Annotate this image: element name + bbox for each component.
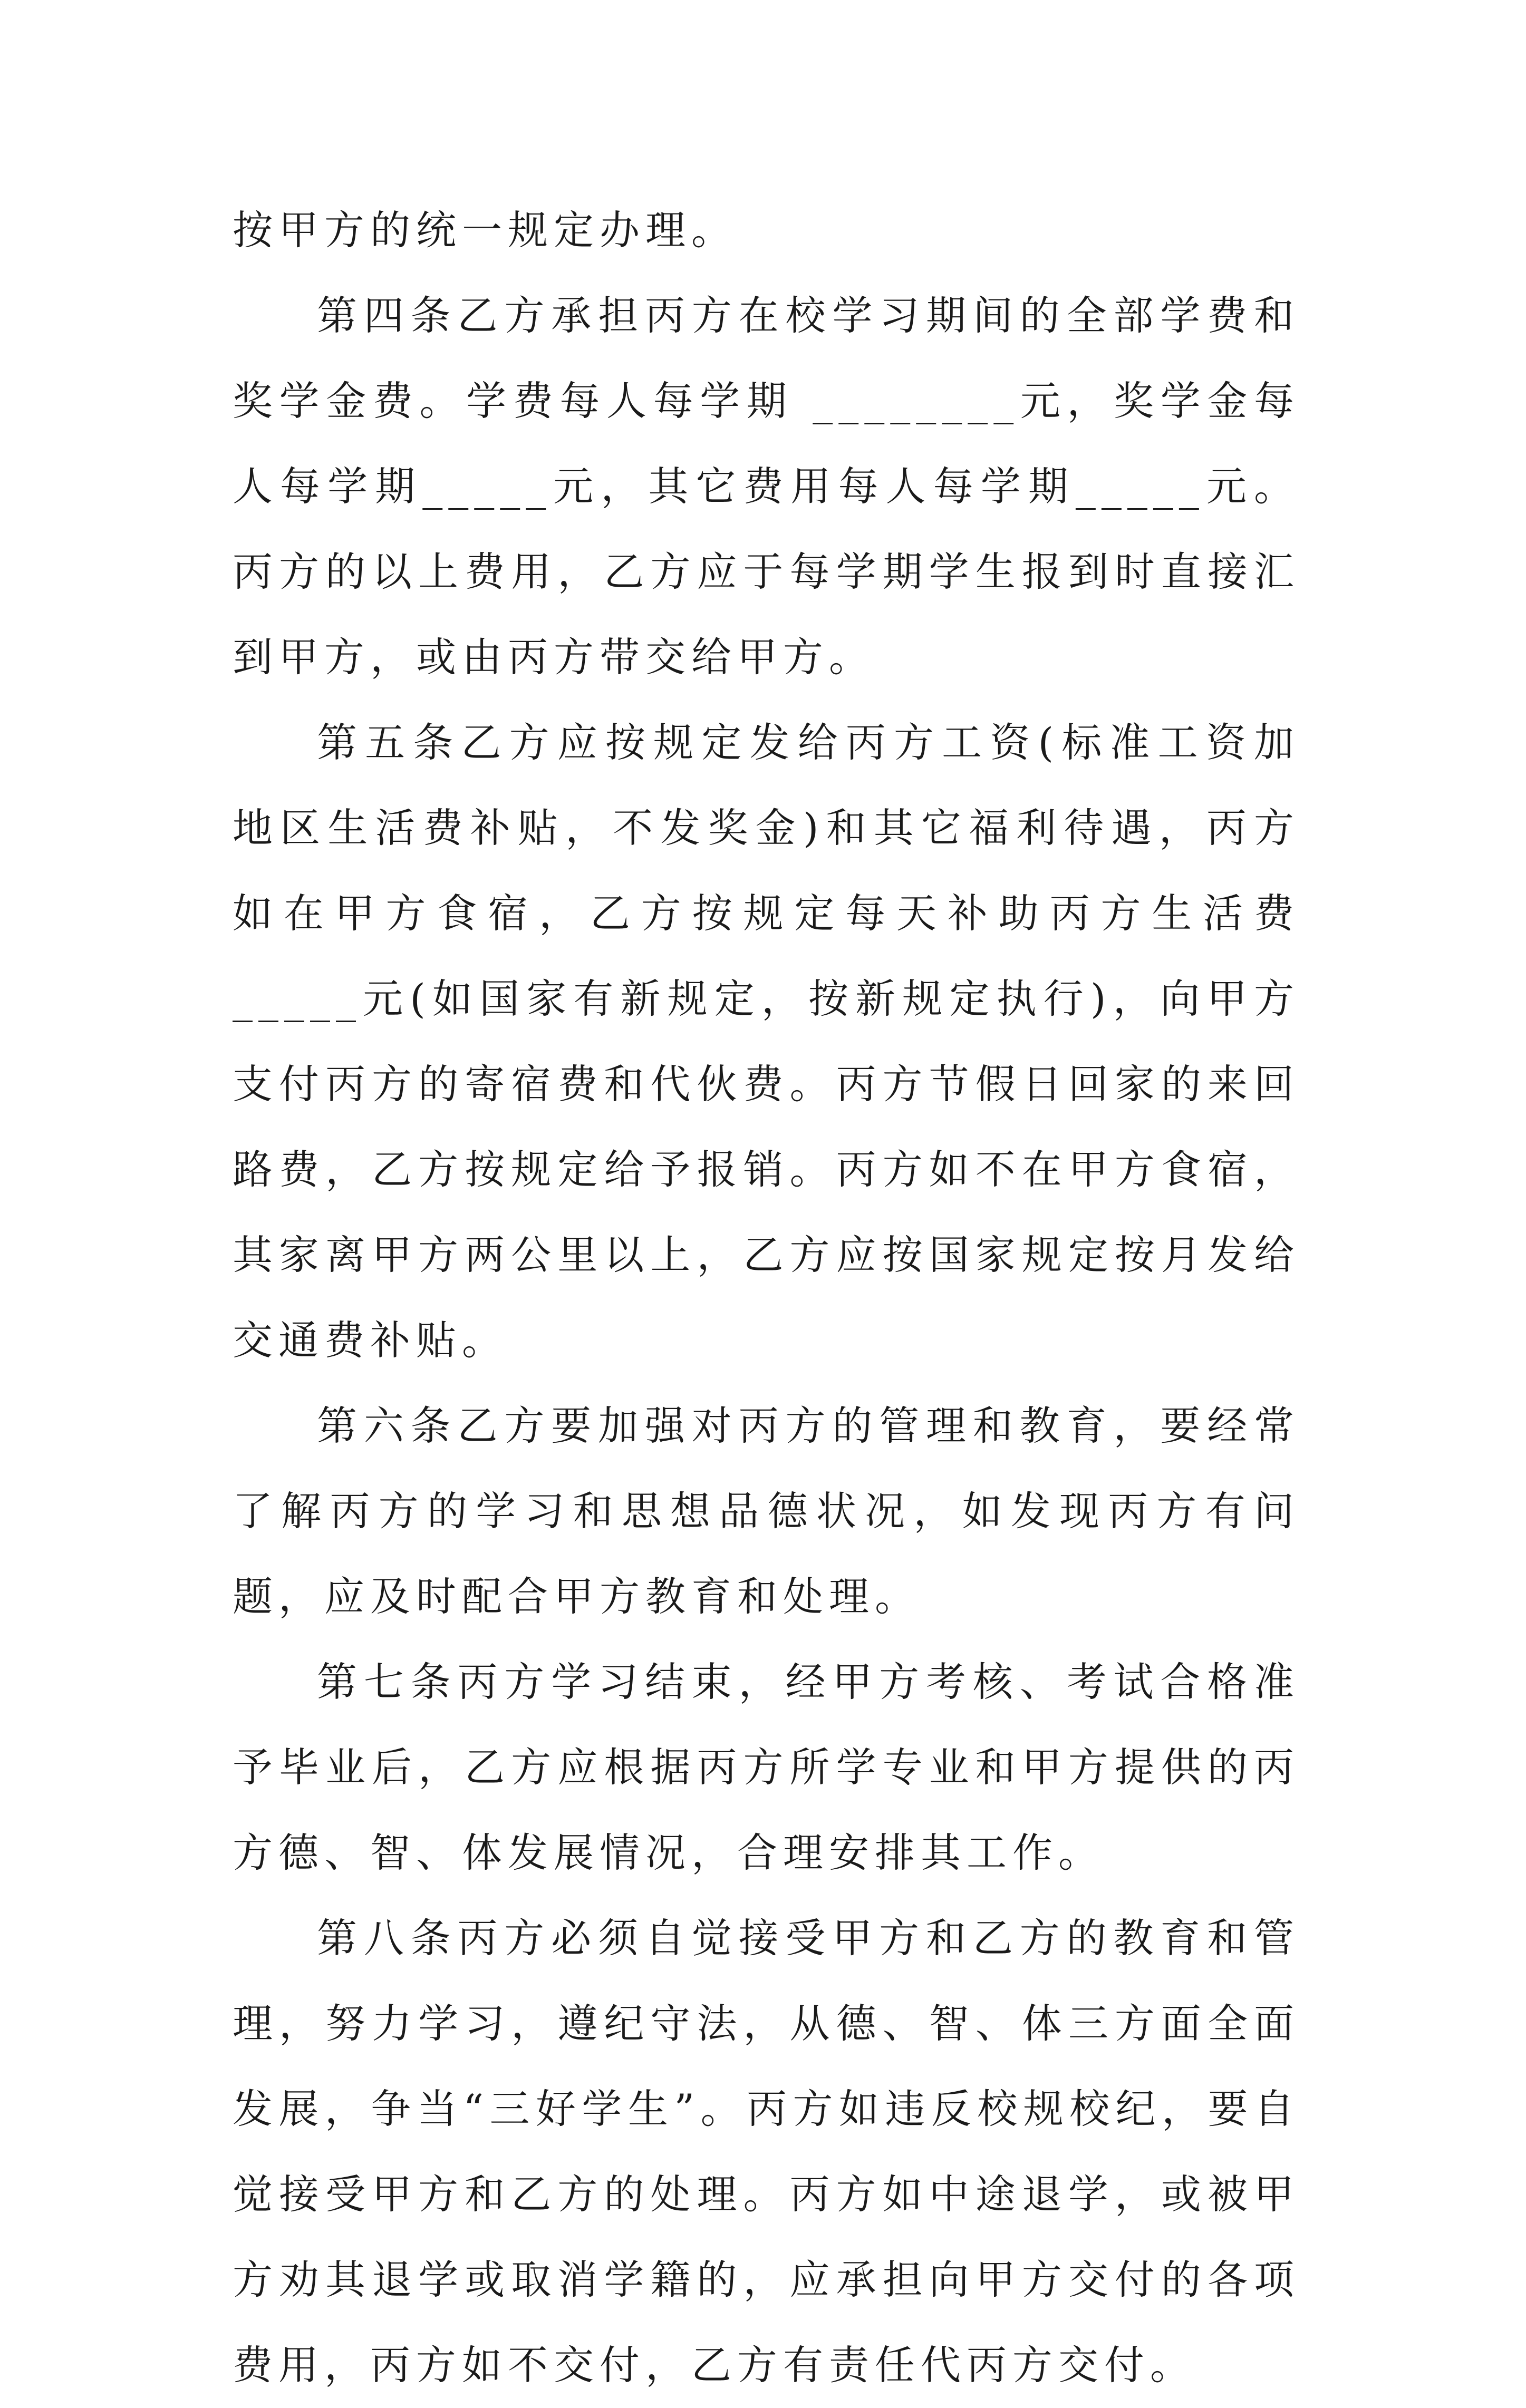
paragraph-continuation: 按甲方的统一规定办理。 bbox=[233, 207, 737, 254]
document-body bbox=[233, 188, 1300, 2408]
paragraph-article-7: 第七条丙方学习结束，经甲方考核、考试合格准予毕业后，乙方应根据丙方所学专业和甲方提供的丙方德、智、体发展情况，合理安排其工作。 bbox=[233, 1658, 1300, 1876]
paragraph-article-4: 第四条乙方承担丙方在校学习期间的全部学费和奖学金费。学费每人每学期 ________元，奖学金每人每学期_____元，其它费用每人每学期_____元。丙方的以上费用，乙方应于每学期学生报到时直接汇到甲方，或由丙方带交给甲方。 bbox=[233, 292, 1300, 681]
paragraph-article-8: 第八条丙方必须自觉接受甲方和乙方的教育和管理，努力学习，遵纪守法，从德、智、体三方面全面发展，争当“三好学生”。丙方如违反校规校纪，要自觉接受甲方和乙方的处理。丙方如中途退学，或被甲方劝其退学或取消学籍的，应承担向甲方交付的各项费用，丙方如不交付，乙方有责任代丙方交付。 bbox=[233, 1915, 1300, 2388]
paragraph-article-6: 第六条乙方要加强对丙方的管理和教育，要经常了解丙方的学习和思想品德状况，如发现丙方有问题，应及时配合甲方教育和处理。 bbox=[233, 1402, 1300, 1620]
paragraph-article-5: 第五条乙方应按规定发给丙方工资(标准工资加地区生活费补贴，不发奖金)和其它福利待遇，丙方如在甲方食宿，乙方按规定每天补助丙方生活费_____元(如国家有新规定，按新规定执行)，向甲方支付丙方的寄宿费和代伙费。丙方节假日回家的来回路费，乙方按规定给予报销。丙方如不在甲方食宿，其家离甲方两公里以上，乙方应按国家规定按月发给交通费补贴。 bbox=[233, 719, 1300, 1364]
